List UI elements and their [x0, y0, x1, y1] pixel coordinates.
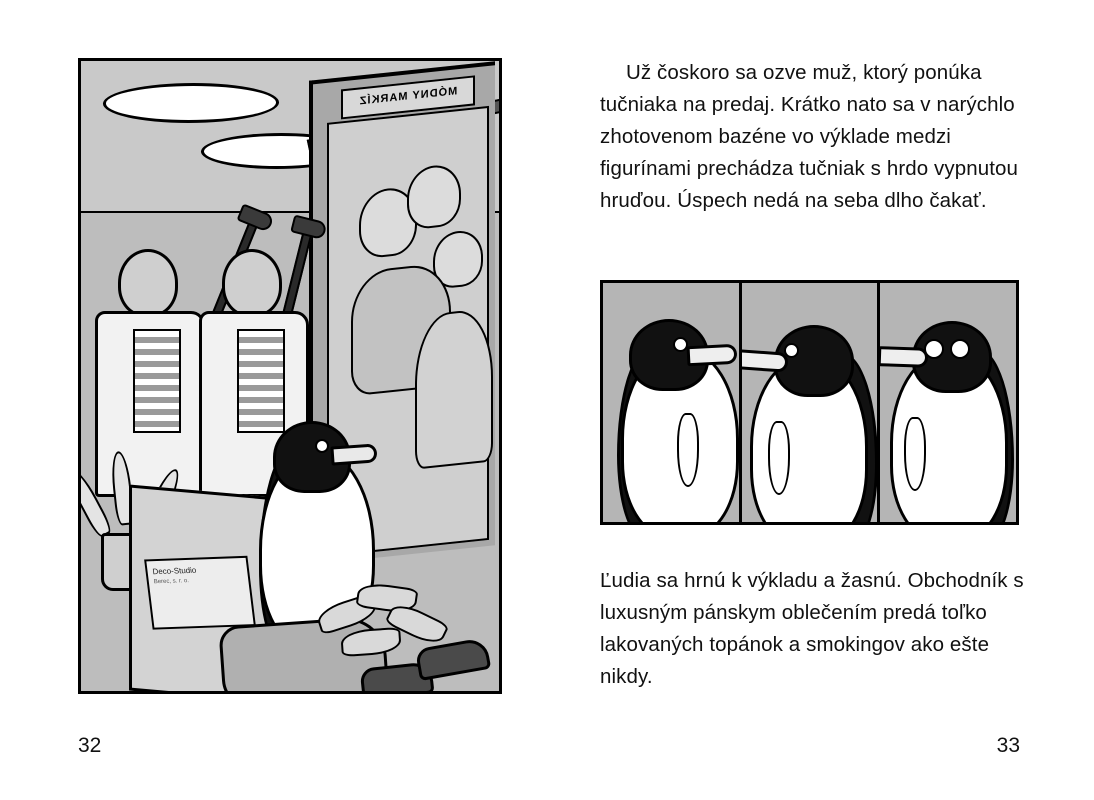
- comic-strip: [600, 280, 1019, 525]
- comic-panel-1: [603, 283, 742, 522]
- comic-panel-2: [742, 283, 881, 522]
- floor-display-items: [221, 621, 481, 694]
- penguin-beak: [330, 443, 377, 465]
- paragraph-bottom: Ľudia sa hrnú k výkladu a žasnú. Obchodník s luxusným pánskym oblečením predá toľko lakovaných topánok a smokingov ako ešte nikdy.: [600, 569, 1024, 688]
- pedestal-label: [144, 556, 256, 630]
- penguin-beak: [742, 349, 789, 372]
- paragraph-top-text: Už čoskoro sa ozve muž, ktorý ponúka tučniaka na predaj. Krátko nato sa v narýchlo zhotovenom bazéne vo výklade medzi figurínami prechádza tučniak s hrdo vypnutou hruďou. Úspech nedá na seba dlho čakať.: [600, 61, 1019, 212]
- pedestal-label-line1: Deco-Studio: [152, 565, 197, 577]
- penguin-wing: [677, 413, 699, 487]
- penguin-wing: [768, 421, 790, 495]
- paragraph-top: [600, 57, 1020, 217]
- pedestal-label-line2: Berec, s. r. o.: [153, 578, 190, 586]
- page-right: [547, 0, 1094, 800]
- comic-panel-3: [880, 283, 1016, 522]
- penguin-beak: [687, 344, 738, 367]
- penguin-beak: [880, 346, 928, 368]
- onlooker-figure: [407, 163, 461, 231]
- page-number-right: 33: [996, 734, 1020, 757]
- penguin-eye: [673, 337, 688, 352]
- penguin-eye: [315, 439, 329, 453]
- onlooker-child-figure: [415, 307, 493, 469]
- penguin-eye: [784, 343, 799, 358]
- illustration-shop-window: [78, 58, 502, 694]
- shop-sign: MÓDNY MARKÍZ: [341, 75, 475, 119]
- ceiling-light-icon: [100, 83, 282, 123]
- page-number-left: 32: [78, 734, 102, 757]
